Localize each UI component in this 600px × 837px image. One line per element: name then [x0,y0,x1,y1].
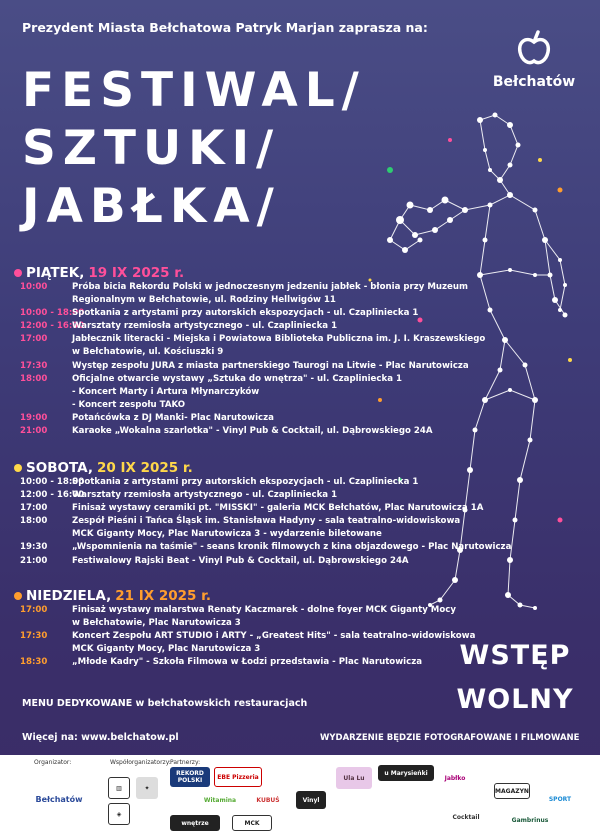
partner-logo: MAGAZYN [494,783,530,799]
festival-title [22,62,366,236]
partner-logo: KUBUŚ [256,796,280,804]
event-row: 12:00 - 16:00Warsztaty rzemiosła artystycznego - ul. Czapliniecka 1 [20,490,338,501]
event-row: 18:30 „Młode Kadry" - Szkoła Filmowa w Łodzi przedstawia - Plac Narutowicza [20,657,422,668]
event-row: 17:30 Występ zespołu JURA z miasta partnerskiego Taurogi na Litwie - Plac Narutowicza [20,360,469,371]
partner-logo: EBE Pizzeria [214,767,262,787]
partner-logo: Jabłko [444,774,466,782]
city-logo [486,28,582,90]
partner-logo-icon: ✦ [136,777,158,799]
day-name: PIĄTEK, [26,265,85,281]
bullet-dot-icon [14,269,22,277]
bullet-dot-icon [14,592,22,600]
event-row: w Bełchatowie, Plac Narutowicza 3 [72,618,241,629]
event-row: - Koncert Marty i Artura Młynarczyków [72,386,260,397]
organizer-label: Organizator: [34,759,72,766]
menu-note: MENU DEDYKOWANE w bełchatowskich restauracjach [22,698,308,709]
day-date: 19 IX 2025 r. [88,265,185,281]
partner-logo: SPORT [548,795,572,803]
event-row: 19:00 Potańcówka z DJ Manki- Plac Narutowicza [20,412,274,423]
partner-logo-icon: ▥ [108,777,130,799]
apple-icon [514,28,554,68]
event-row: 17:00 Jabłecznik literacki - Miejska i Powiatowa Biblioteka Publiczna im. J. I. Kraszewskiego [20,334,486,345]
event-row: 10:00 - 18:00Spotkania z artystami przy autorskich ekspozycjach - ul. Czapliniecka 1 [20,477,419,487]
partner-logo: wnętrze [170,815,220,831]
event-row: MCK Giganty Mocy, Plac Narutowicza 3 - wydarzenie biletowane [72,529,382,540]
event-row: w Bełchatowie, ul. Kościuszki 9 [72,347,224,358]
partner-logo: Ula Lu [336,767,372,789]
event-row: 21:00 Karaoke „Wokalna szarlotka" - Vinyl Pub & Cocktail, ul. Dąbrowskiego 24A [20,426,433,437]
event-row: 19:30 „Wspomnienia na taśmie" - seans kronik filmowych z kina objazdowego - Plac Narutowicza [20,542,512,553]
day-date: 21 IX 2025 r. [115,588,211,604]
event-row: - Koncert zespołu TAKO [72,399,186,410]
invitation-text: Prezydent Miasta Bełchatowa Patryk Marjan zaprasza na: [22,20,428,35]
partner-logo: Cocktail [452,813,480,821]
coorganizers-label: Współorganizatorzy: [110,759,171,766]
sponsors-strip [0,755,600,837]
title-line-3: JABŁKA/ [22,179,281,234]
photo-note: WYDARZENIE BĘDZIE FOTOGRAFOWANE I FILMOWANE [320,733,580,743]
day-saturday [14,460,511,568]
partner-logo: u Marysieńki [378,765,434,781]
event-row: 17:00 Finisaż wystawy malarstwa Renaty Kaczmarek - dolne foyer MCK Giganty Mocy [20,605,456,615]
event-row: Regionalnym w Bełchatowie, ul. Rodziny Hellwigów 11 [72,295,336,306]
website-link[interactable]: Więcej na: www.belchatow.pl [22,732,179,743]
event-row: 12:00 - 16:00Warsztaty rzemiosła artystycznego - ul. Czapliniecka 1 [20,321,338,332]
day-sunday [14,588,475,669]
partner-logo: REKORD POLSKI [170,767,210,787]
partner-logo-icon: ◈ [108,803,130,825]
title-line-1: FESTIWAL/ [22,63,366,118]
event-row: MCK Giganty Mocy, Plac Narutowicza 3 [72,644,261,655]
partner-logo: MCK [232,815,272,831]
day-name: NIEDZIELA, [26,588,112,604]
event-row: 17:30 Koncert Zespołu ART STUDIO i ARTY - „Greatest Hits" - sala teatralno-widowiskowa [20,631,476,642]
free-entry-text: WSTĘP WOLNY [456,640,574,715]
event-row: 10:00 - 18:00Spotkania z artystami przy autorskich ekspozycjach - ul. Czapliniecka 1 [20,308,419,319]
day-date: 20 IX 2025 r. [96,460,193,476]
event-row: 18:00 Oficjalne otwarcie wystawy „Sztuka do wnętrza" - ul. Czapliniecka 1 [20,373,402,384]
logo-text: Bełchatów [492,74,576,90]
title-line-2: SZTUKI/ [22,121,281,176]
day-friday [14,265,485,438]
partner-logo: Gambrinus [511,816,549,824]
event-row: 17:00 Finisaż wystawy ceramiki pt. "MISSKI" - galeria MCK Bełchatów, Plac Narutowicza 1A [20,503,484,514]
event-row: 18:00 Zespół Pieśni i Tańca Śląsk im. Stanisława Hadyny - sala teatralno-widowiskowa [20,516,461,527]
organizer-logo: Bełchatów [35,794,83,804]
partner-logo: Vinyl [296,791,326,809]
partner-logo: Witamina [203,796,237,804]
event-row: 21:00 Festiwalowy Rajski Beat - Vinyl Pub & Cocktail, ul. Dąbrowskiego 24A [20,555,409,566]
partners-label: Partnerzy: [170,759,201,766]
event-row: 10:00 Próba bicia Rekordu Polski w jednoczesnym jedzeniu jabłek - błonia przy Muzeum [20,282,468,292]
day-name: SOBOTA, [26,460,93,476]
bullet-dot-icon [14,464,22,472]
